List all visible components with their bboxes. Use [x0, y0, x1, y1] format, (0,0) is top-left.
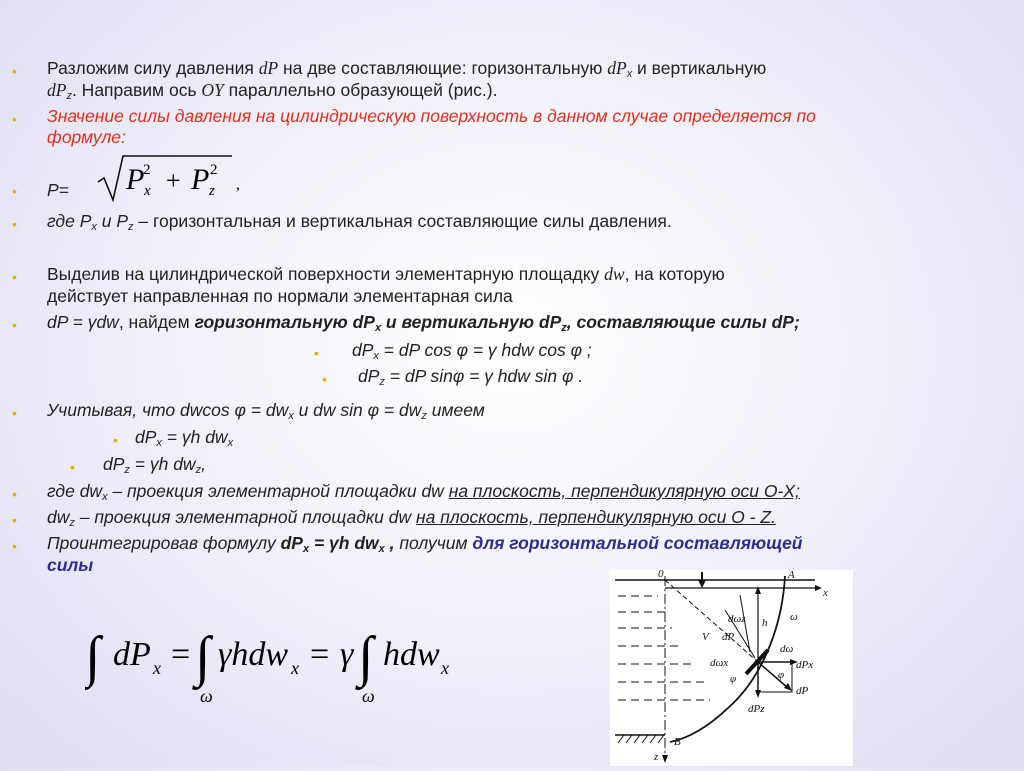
- equation-dpz: $dP_z$ = dP sinφ = γ hdw sin φ .: [358, 366, 584, 388]
- svg-text:dP: dP: [113, 636, 151, 673]
- svg-text:ω: ω: [790, 611, 798, 623]
- formula-p-label: P=: [47, 180, 69, 200]
- paragraph-pressure-decomposition-line2: $dP_z$. Направим ось OY параллельно образующей (рис.).: [47, 80, 498, 102]
- svg-text:φ: φ: [730, 673, 737, 685]
- svg-text:h: h: [762, 617, 768, 629]
- svg-text:x: x: [291, 658, 299, 678]
- svg-text:x: x: [153, 658, 161, 678]
- svg-text:x: x: [144, 183, 151, 199]
- bullet: •: [12, 538, 17, 554]
- svg-text:+: +: [166, 166, 181, 195]
- bullet: •: [12, 111, 17, 127]
- bullet: •: [322, 371, 327, 387]
- paragraph-considering: Учитывая, что dwcos $\varphi = dw_x$ и dw $\sin \varphi = dw_z$ имеем: [47, 400, 485, 422]
- paragraph-components: где $P_x$ и $P_z$ – горизонтальная и вертикальная составляющие силы давления.: [47, 211, 672, 233]
- svg-text:ω: ω: [200, 686, 213, 706]
- bullet: •: [12, 183, 17, 199]
- paragraph-elementary-area-line2: действует направленная по нормали элементарная сила: [47, 286, 513, 306]
- svg-text:dω: dω: [780, 643, 794, 655]
- svg-text:γhdw: γhdw: [218, 636, 289, 673]
- svg-text:dωx: dωx: [710, 657, 729, 669]
- svg-text:dP: dP: [796, 685, 809, 697]
- integral-formula: [85, 620, 465, 710]
- paragraph-projection-x: где $dw_x$ – проекция элементарной площадки dw на плоскость, перпендикулярную оси O-X;: [47, 481, 800, 503]
- equation-dpx: $dP_x$ = dP cos φ = γ hdw cos φ ;: [352, 340, 592, 362]
- bullet: •: [12, 269, 17, 285]
- svg-text:=: =: [171, 636, 191, 673]
- svg-text:z: z: [654, 751, 659, 763]
- bullet: •: [12, 216, 17, 232]
- svg-text:dP: dP: [722, 631, 735, 643]
- bullet: •: [314, 345, 319, 361]
- bullet: •: [12, 63, 17, 79]
- svg-text:x: x: [441, 658, 449, 678]
- svg-text:∫: ∫: [195, 626, 211, 688]
- bullet: •: [12, 317, 17, 333]
- svg-text:∫: ∫: [85, 626, 101, 688]
- svg-text:A: A: [788, 570, 795, 581]
- svg-text:P: P: [191, 163, 210, 196]
- paragraph-find-components: dP = γdw, найдем горизонтальную $dP_x$ и вертикальную $dP_z$, составляющие силы dP;: [47, 312, 800, 334]
- svg-text:2: 2: [143, 162, 151, 178]
- svg-text:B: B: [674, 736, 681, 748]
- svg-text:dωz: dωz: [728, 613, 746, 625]
- svg-text:z: z: [209, 183, 215, 199]
- svg-text:=: =: [310, 636, 330, 673]
- svg-text:V: V: [702, 631, 709, 643]
- paragraph-force-value: Значение силы давления на цилиндрическую поверхность в данном случае определяется по: [47, 106, 816, 126]
- sqrt-formula: [96, 152, 246, 202]
- svg-text:∫: ∫: [358, 626, 374, 688]
- equation-dpx-short: $dP_x = \gamma h$ $dw_x$: [135, 427, 234, 449]
- paragraph-integrating: Проинтегрировав формулу $dP_x = \gamma h$ $dw_x$ , получим для горизонтальной составляющей: [47, 533, 803, 555]
- paragraph-pressure-decomposition: Разложим силу давления dP на две составляющие: горизонтальную $dP_x$ и вертикальную: [47, 58, 767, 80]
- bullet: •: [113, 432, 118, 448]
- svg-text:hdw: hdw: [383, 636, 440, 673]
- cylindrical-surface-diagram: [610, 570, 853, 766]
- paragraph-elementary-area: Выделив на цилиндрической поверхности элементарную площадку dw, на которую: [47, 264, 725, 284]
- bullet: •: [12, 405, 17, 421]
- equation-dpz-short: $dP_z = \gamma h$ $dw_z$,: [103, 454, 206, 476]
- svg-text:,: ,: [236, 176, 240, 193]
- svg-text:ω: ω: [362, 686, 375, 706]
- svg-text:γ: γ: [340, 636, 354, 673]
- svg-text:x: x: [823, 587, 828, 599]
- svg-text:dPz: dPz: [748, 703, 765, 715]
- paragraph-force-value-line2: формуле:: [47, 127, 126, 147]
- svg-text:2: 2: [210, 162, 218, 178]
- diagram-svg: [610, 570, 853, 766]
- bullet: •: [12, 486, 17, 502]
- svg-text:0: 0: [658, 570, 664, 580]
- paragraph-projection-z: $dw_z$ – проекция элементарной площадки dw на плоскость, перпендикулярную оси O - Z.: [47, 507, 776, 529]
- svg-text:dPx: dPx: [796, 659, 814, 671]
- bullet: •: [70, 459, 75, 475]
- svg-text:P: P: [126, 163, 145, 196]
- bullet: •: [12, 512, 17, 528]
- svg-text:φ: φ: [778, 669, 785, 681]
- paragraph-integrating-line2: силы: [47, 555, 94, 575]
